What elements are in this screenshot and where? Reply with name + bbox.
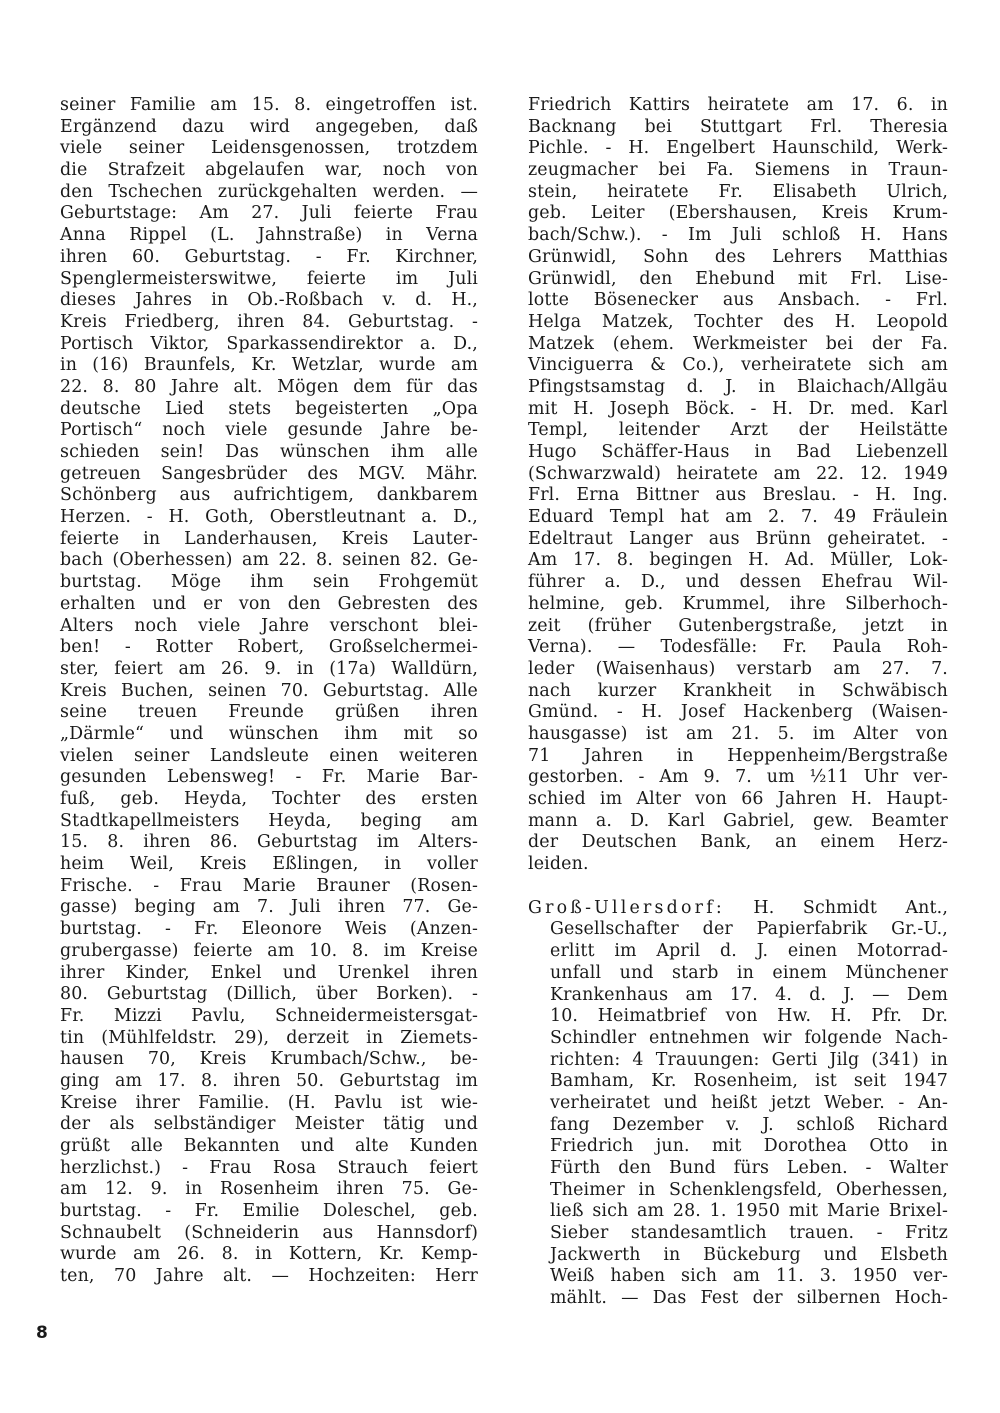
text-line: feierte in Landerhausen, Kreis Lauter- [60,528,478,549]
text-line: burtstag. - Fr. Eleonore Weis (Anzen- [60,919,478,940]
text-line: Backnang bei Stuttgart Frl. Theresia [528,116,948,137]
text-line: fang Dezember v. J. schloß Richard [550,1114,948,1135]
text-line: ihren 60. Geburtstag. - Fr. Kirchner, [60,246,478,267]
text-line: grüßt alle Bekannten und alte Kunden [60,1136,478,1156]
text-line: getreuen Sangesbrüder des MGV. Mähr. [60,463,478,484]
text-line: richten: 4 Trauungen: Gerti Jilg (341) in [550,1049,948,1070]
text-line: Frl. Erna Bittner aus Breslau. - H. Ing. [528,485,948,506]
text-line: zeugmacher bei Fa. Siemens in Traun- [528,160,948,181]
section-heading: Groß-Ullersdorf: [528,897,725,918]
text-line: Alters noch viele Jahre verschont blei- [60,615,478,636]
text-line: Kreis Friedberg, ihren 84. Geburtstag. - [60,311,478,332]
text-line: Gmünd. - H. Josef Hackenberg (Waisen- [528,702,948,723]
text-line: verheiratet und heißt jetzt Weber. - An- [550,1092,948,1113]
text-line: gesunden Lebensweg! - Fr. Marie Bar- [60,767,478,788]
text-line: Kreis Buchen, seinen 70. Geburtstag. Alle [60,680,478,701]
text-line: Bamham, Kr. Rosenheim, ist seit 1947 [550,1071,948,1092]
paragraph-gap [528,876,948,898]
text-line: vielen seiner Landsleute einen weiteren [60,745,478,766]
text-line: gestorben. - Am 9. 7. um ½11 Uhr ver- [528,767,948,788]
text-line: leiden. [528,854,589,875]
text-line: Eduard Templ hat am 2. 7. 49 Fräulein [528,507,948,528]
text-line: burtstag. Möge ihm sein Frohgemüt [60,572,478,593]
text-line: Geburtstage: Am 27. Juli feierte Frau [60,203,478,224]
text-line: ließ sich am 28. 1. 1950 mit Marie Brixel- [550,1201,948,1222]
text-line: stein, heiratete Fr. Elisabeth Ulrich, [528,181,948,202]
text-line: ten, 70 Jahre alt. — Hochzeiten: Herr [60,1266,478,1287]
text-line: Helga Matzek, Tochter des H. Leopold [528,311,948,332]
text-line: bach/Schw.). - Im Juli schloß H. Hans [528,225,948,246]
text-line: Kreise ihrer Familie. (H. Pavlu ist wie- [60,1092,478,1113]
text-line: 10. Heimatbrief von Hw. H. Pfr. Dr. [550,1006,948,1027]
text-line: geb. Leiter (Ebershausen, Kreis Krum- [528,203,948,224]
text-line: fuß, geb. Heyda, Tochter des ersten [60,789,478,809]
text-line: am 12. 9. in Rosenheim ihren 75. Ge- [60,1179,478,1200]
text-line: Grünwidl, den Ehebund mit Frl. Lise- [528,268,948,289]
text-line: mählt. — Das Fest der silbernen Hoch- [550,1288,948,1309]
text-line: grubergasse) feierte am 10. 8. im Kreise [60,940,478,961]
text-line: Ergänzend dazu wird angegeben, daß [60,116,478,137]
text-line: Sieber standesamtlich trauen. - Fritz [550,1223,948,1244]
text-line: deutsche Lied stets begeisterten „Opa [60,398,478,419]
section-heading-line-rest: H. Schmidt Ant., [753,897,948,918]
text-line: mann a. D. Karl Gabriel, gew. Beamter [528,810,948,831]
text-line: Verna). — Todesfälle: Fr. Paula Roh- [528,637,948,658]
text-line: herzlichst.) - Frau Rosa Strauch feiert [60,1157,478,1178]
text-line: Spenglermeisterswitwe, feierte im Juli [60,268,478,289]
text-line: Schnaubelt (Schneiderin aus Hannsdorf) [60,1222,478,1243]
text-line: Stadtkapellmeisters Heyda, beging am [60,810,478,831]
text-line: lotte Bösenecker aus Ansbach. - Frl. [528,290,948,311]
text-line: Schindler entnehmen wir folgende Nach- [550,1027,948,1048]
text-line: Frische. - Frau Marie Brauner (Rosen- [60,875,478,896]
text-line: Vinciguerra & Co.), verheiratete sich am [528,355,948,376]
text-line: Portisch“ noch viele gesunde Jahre be- [60,420,478,441]
text-line: burtstag. - Fr. Emilie Doleschel, geb. [60,1201,478,1222]
text-line: ben! - Rotter Robert, Großselchermei- [60,637,478,658]
text-line: nach kurzer Krankheit in Schwäbisch [528,680,948,701]
text-line: der Deutschen Bank, an einem Herz- [528,832,948,853]
text-line: Gesellschafter der Papierfabrik Gr.-U., [550,919,948,940]
text-line: dieses Jahres in Ob.-Roßbach v. d. H., [60,290,478,311]
text-line: Pichle. - H. Engelbert Haunschild, Werk- [528,138,948,159]
text-line: Hugo Schäffer-Haus in Bad Liebenzell [528,442,948,462]
text-line: ging am 17. 8. ihren 50. Geburtstag im [60,1070,478,1091]
text-line: Fr. Mizzi Pavlu, Schneidermeistersgat- [60,1005,478,1026]
text-line: leder (Waisenhaus) verstarb am 27. 7. [528,658,948,679]
text-line: 15. 8. ihren 86. Geburtstag im Alters- [60,832,478,853]
text-line: Krankenhaus am 17. 4. d. J. — Dem [550,984,948,1005]
text-line: Friedrich jun. mit Dorothea Otto in [550,1136,948,1157]
text-line: ster, feiert am 26. 9. in (17a) Walldürn, [60,658,478,679]
text-line: schieden sein! Das wünschen ihm alle [60,442,478,462]
text-line: Templ, leitender Arzt der Heilstätte [528,420,948,441]
text-line: Am 17. 8. begingen H. Ad. Müller, Lok- [528,550,948,571]
text-line: Portisch Viktor, Sparkassendirektor a. D., [60,333,478,354]
text-line: „Därmle“ und wünschen ihm mit so [60,723,478,744]
text-line: tin (Mühlfeldstr. 29), derzeit in Ziemets- [60,1027,478,1048]
text-line: erlitt im April d. J. einen Motorrad- [550,941,948,962]
text-line: heim Weil, Kreis Eßlingen, in voller [60,854,478,875]
text-line: schied im Alter von 66 Jahren H. Haupt- [528,789,948,809]
text-line: bach (Oberhessen) am 22. 8. seinen 82. Ge- [60,550,478,571]
text-line: Edeltraut Langer aus Brünn geheiratet. - [528,528,948,549]
text-line: (Schwarzwald) heiratete am 22. 12. 1949 [528,463,948,484]
right-paragraph-2 [528,919,948,1309]
text-line: Matzek (ehem. Werkmeister bei der Fa. [528,333,948,354]
text-line: Anna Rippel (L. Jahnstraße) in Verna [60,225,478,246]
text-line: Fürth den Bund fürs Leben. - Walter [550,1158,948,1178]
text-line: Herzen. - H. Goth, Oberstleutnant a. D., [60,507,478,528]
text-line: ihrer Kinder, Enkel und Urenkel ihren [60,962,478,983]
text-line: in (16) Braunfels, Kr. Wetzlar, wurde am [60,355,478,376]
text-line: helmine, geb. Krummel, ihre Silberhoch- [528,593,948,614]
text-line: 80. Geburtstag (Dillich, über Borken). - [60,984,478,1005]
text-line: hausen 70, Kreis Krumbach/Schw., be- [60,1049,478,1070]
text-line: der als selbständiger Meister tätig und [60,1114,478,1135]
right-paragraph-1 [528,95,948,876]
text-line: Theimer in Schenklengsfeld, Oberhessen, [550,1179,948,1200]
text-line: unfall und starb in einem Münchener [550,962,948,983]
text-line: 22. 8. 80 Jahre alt. Mögen dem für das [60,376,478,397]
text-line: erhalten und er von den Gebresten des [60,593,478,614]
left-column [60,95,478,1288]
text-line: den Tschechen zurückgehalten werden. — [60,181,478,202]
text-line: Pfingstsamstag d. J. in Blaichach/Allgäu [528,376,948,397]
text-line: Jackwerth in Bückeburg und Elsbeth [550,1244,948,1265]
right-column [528,95,948,1310]
text-line: Grünwidl, Sohn des Lehrers Matthias [528,246,948,267]
text-line: Weiß haben sich am 11. 3. 1950 ver- [550,1266,948,1287]
text-line: gasse) beging am 7. Juli ihren 77. Ge- [60,897,478,918]
text-line: 71 Jahren in Heppenheim/Bergstraße [528,745,948,766]
text-line: viele seiner Leidensgenossen, trotzdem [60,138,478,159]
text-line: die Strafzeit abgelaufen war, noch von [60,160,478,181]
text-line: seiner Familie am 15. 8. eingetroffen ist. [60,95,478,115]
text-line: zeit (früher Gutenbergstraße, jetzt in [528,615,948,636]
text-line: hausgasse) ist am 21. 5. im Alter von [528,723,948,744]
text-line: Schönberg aus aufrichtigem, dankbarem [60,485,478,506]
text-line: seine treuen Freunde grüßen ihren [60,702,478,723]
text-line: Friedrich Kattirs heiratete am 17. 6. in [528,95,948,115]
text-line: mit H. Joseph Böck. - H. Dr. med. Karl [528,398,948,419]
text-line: wurde am 26. 8. in Kottern, Kr. Kemp- [60,1244,478,1265]
section-heading-line [528,898,948,920]
page-number: 8 [36,1323,48,1343]
text-line: führer a. D., und dessen Ehefrau Wil- [528,572,948,593]
